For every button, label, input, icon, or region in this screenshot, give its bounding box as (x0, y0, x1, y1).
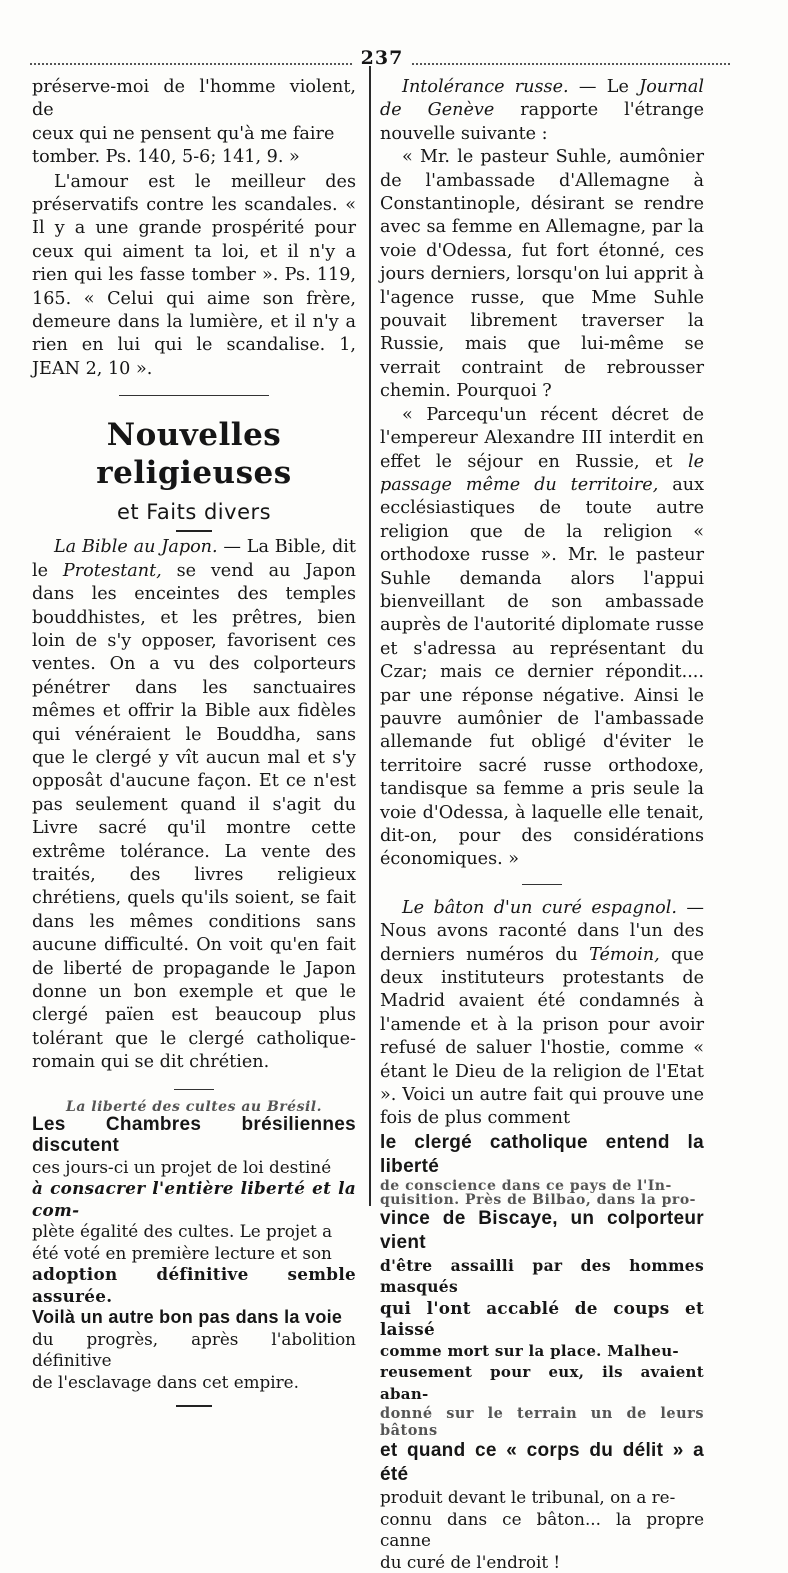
article-line: d'être assailli par des hommes masqués (380, 1255, 704, 1297)
header-dotted-rule-right (412, 63, 730, 65)
article-line: du progrès, après l'abolition définitive (32, 1328, 356, 1371)
article-intro: rapporte l'étrange nouvelle suivante : (380, 100, 704, 144)
article-text: aux ecclésiastiques de toute autre religion que de la religion « orthodoxe russe ». Mr. le pasteur Suhle demanda alors l'appui bienveillant de son ambassade auprès de l'autorité diplomate russe et s'adressa au représentant du Czar; mais ce dernier répondit.... par une réponse négative. Ainsi le pauvre aumônier de l'ambassade allemande fut obligé d'éviter le territoire sacré russe orthodoxe, tandisque sa femme a pris seule la voie d'Odessa, à laquelle elle tenait, dit-on, pour des considérations économiques. » (380, 474, 704, 870)
article-dash: — Le (568, 77, 640, 97)
section-separator (119, 395, 269, 396)
article-line: de l'esclavage dans cet empire. (32, 1371, 299, 1392)
page-header (30, 47, 730, 73)
article-bresil (32, 1100, 356, 1394)
article-baton (380, 897, 704, 1131)
article-source: Journal de Genève (380, 77, 704, 121)
article-line: Les Chambres brésiliennes discutent (32, 1113, 356, 1157)
end-rule (176, 1405, 212, 1407)
right-column (380, 76, 704, 1573)
article-baton-degraded (380, 1131, 704, 1573)
left-column (32, 76, 356, 1411)
love-paragraph: L'amour est le meilleur des préservatifs contre les scandales. « Il y a une grande prospérité pour ceux qui aiment ta loi, et il n'y a rien qui les fasse tomber ». Ps. 119, 165. « Celui qui aime son frère, demeure dans la lumière, et il n'y a rien en lui qui le scandalise. 1, JEAN 2, 10 ». (32, 171, 356, 379)
article-line: du curé de l'endroit ! (380, 1551, 561, 1572)
article-text: « Parcequ'un récent décret de l'empereur Alexandre III interdit en effet le séjour en Russie, et (380, 404, 704, 472)
article-line: plète égalité des cultes. Le projet a (32, 1221, 333, 1242)
article-line: ces jours-ci un projet de loi destiné (32, 1156, 332, 1177)
article-title: Intolérance russe. (402, 77, 569, 97)
article-body: que deux instituteurs protestants de Madrid avaient été condamnés à l'amende et à la prison pour avoir refusé de saluer l'hostie, comme « étant le Dieu de la religion de l'Etat ». Voici un autre fait qui prouve une fois de plus comment (380, 944, 704, 1129)
subtitle-rule (176, 530, 212, 532)
article-paragraph: « Mr. le pasteur Suhle, aumônier de l'ambassade d'Allemagne à Constantinople, désirant se rendre avec sa femme en Allemagne, par la voie d'Odessa, fut fort étonné, ces jours derniers, lorsqu'on lui apprit à l'agence russe, que Mme Suhle pouvait librement traverser la Russie, mais que lui-même se verrait contraint de rebrousser chemin. Pourquoi ? (380, 147, 704, 402)
page-number: 237 (360, 47, 404, 69)
article-line: et quand ce « corps du délit » a été (380, 1440, 704, 1486)
article-line: donné sur le terrain un de leurs bâtons (380, 1405, 704, 1440)
article-body: se vend au Japon dans les enceintes des temples bouddhistes, et les prêtres, bien loin de s'y opposer, favorisent ces ventes. On a vu des colporteurs pénétrer dans les sanctuaires mêmes et offrir la Bible aux fidèles qui vénéraient le Bouddha, sans que le clergé y vît aucun mal et s'y opposât d'aucune façon. Et ce n'est pas seulement quand il s'agit du Livre sacré qu'il montre cette extrême tolérance. La vente des traités, des livres religieux chrétiens, quels qu'ils soient, se fait dans les mêmes conditions sans aucune difficulté. On voit qu'en fait de liberté de propagande le Japon donne un bon exemple et que le clergé païen est beaucoup plus tolérant que le clergé catholique-romain qui se dit chrétien. (32, 560, 356, 1073)
section-subtitle: et Faits divers (116, 500, 272, 525)
psalm-line: tomber. Ps. 140, 5-6; 141, 9. » (32, 147, 300, 168)
article-dash: — La Bible, dit le (32, 537, 356, 581)
header-dotted-rule-left (30, 63, 352, 65)
article-line: adoption définitive semble assurée. (32, 1264, 356, 1306)
article-separator (522, 884, 562, 885)
article-title: Le bâton d'un curé espagnol. (402, 897, 677, 918)
section-title: Nouvelles religieuses (96, 417, 292, 492)
article-paragraph (380, 404, 704, 872)
article-line: le clergé catholique entend la liberté (380, 1131, 704, 1177)
psalm-line: ceux qui ne pensent qu'à me faire (32, 123, 335, 144)
article-bible-japon (32, 536, 356, 1074)
article-separator (174, 1089, 214, 1090)
article-emphasis: le passage même du territoire, (380, 451, 704, 495)
article-line: connu dans ce bâton... la propre canne (380, 1508, 704, 1551)
psalm-line: préserve-moi de l'homme violent, de (32, 77, 356, 121)
column-divider (369, 66, 371, 1206)
article-source: Témoin, (589, 944, 660, 965)
article-line: été voté en première lecture et son (32, 1242, 332, 1263)
article-line: reusement pour eux, ils avaient aban- (380, 1363, 704, 1403)
article-title: La liberté des cultes au Brésil. (66, 1098, 322, 1115)
article-source: Protestant, (62, 560, 162, 581)
article-line: vince de Biscaye, un colporteur vient (380, 1207, 704, 1253)
article-line: Voilà un autre bon pas dans la voie (32, 1307, 343, 1328)
article-line: produit devant le tribunal, on a re- (380, 1487, 676, 1508)
article-line: à consacrer l'entière liberté et la com- (32, 1178, 356, 1220)
article-line: comme mort sur la place. Malheu- (380, 1341, 679, 1360)
article-title: La Bible au Japon. (54, 537, 218, 558)
article-intolerance-intro (380, 76, 704, 146)
article-dash: — Nous avons raconté dans l'un des derniers numéros du (380, 897, 705, 965)
article-line: qui l'ont accablé de coups et laissé (380, 1297, 704, 1340)
article-line: de conscience dans ce pays de l'In- (380, 1177, 672, 1194)
article-line: quisition. Près de Bilbao, dans la pro- (380, 1191, 696, 1208)
